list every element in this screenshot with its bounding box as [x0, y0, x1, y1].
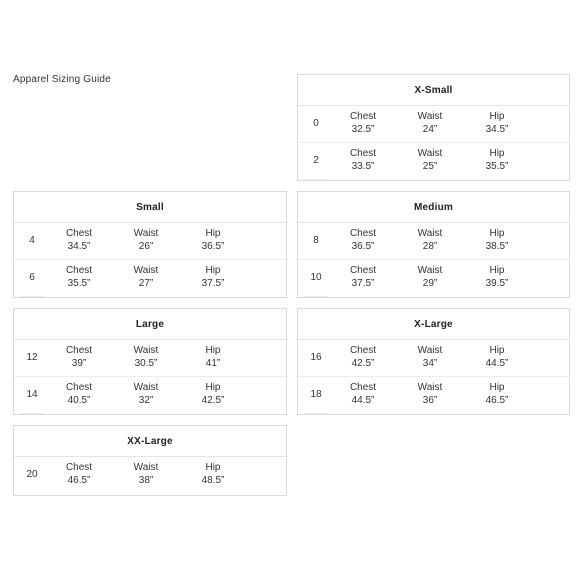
chest-value: 46.5” — [67, 475, 91, 486]
chest-label: Chest — [349, 265, 377, 276]
card-title: X-Small — [298, 75, 569, 106]
waist-label: Waist — [417, 345, 443, 356]
waist-label: Waist — [417, 228, 443, 239]
hip-measure — [183, 381, 243, 407]
chest-label: Chest — [65, 345, 93, 356]
hip-measure — [467, 264, 527, 290]
waist-label: Waist — [417, 148, 443, 159]
waist-measure — [116, 381, 176, 407]
chest-measure — [49, 264, 109, 290]
chest-value: 32.5” — [351, 124, 375, 135]
chest-value: 44.5” — [351, 395, 375, 406]
waist-value: 25” — [422, 161, 438, 172]
row-divider — [20, 413, 44, 414]
chest-label: Chest — [65, 382, 93, 393]
size-row — [14, 377, 286, 413]
hip-measure — [467, 227, 527, 253]
hip-value: 36.5” — [201, 241, 225, 252]
size-number: 20 — [26, 469, 38, 480]
hip-label: Hip — [205, 462, 221, 473]
waist-value: 30.5” — [134, 358, 158, 369]
chest-measure — [49, 227, 109, 253]
hip-value: 37.5” — [201, 278, 225, 289]
size-number: 6 — [29, 272, 35, 283]
hip-measure — [467, 110, 527, 136]
chest-label: Chest — [65, 462, 93, 473]
size-number: 0 — [313, 118, 319, 129]
waist-value: 34” — [422, 358, 438, 369]
size-number: 12 — [26, 352, 38, 363]
chest-label: Chest — [65, 228, 93, 239]
waist-value: 29” — [422, 278, 438, 289]
hip-measure — [467, 147, 527, 173]
hip-measure — [183, 344, 243, 370]
row-divider — [304, 413, 328, 414]
size-number: 4 — [29, 235, 35, 246]
chest-value: 42.5” — [351, 358, 375, 369]
waist-measure — [400, 110, 460, 136]
chest-measure — [49, 381, 109, 407]
waist-measure — [400, 264, 460, 290]
chest-label: Chest — [349, 345, 377, 356]
card-title: Small — [14, 192, 286, 223]
size-card-xx-large — [13, 425, 287, 496]
chest-value: 33.5” — [351, 161, 375, 172]
waist-value: 28” — [422, 241, 438, 252]
waist-measure — [116, 227, 176, 253]
hip-label: Hip — [489, 111, 505, 122]
hip-value: 41” — [205, 358, 221, 369]
page-title: Apparel Sizing Guide — [13, 74, 111, 85]
hip-value: 34.5” — [485, 124, 509, 135]
hip-value: 48.5” — [201, 475, 225, 486]
hip-value: 38.5” — [485, 241, 509, 252]
size-number: 10 — [310, 272, 322, 283]
card-title: Large — [14, 309, 286, 340]
chest-value: 37.5” — [351, 278, 375, 289]
waist-label: Waist — [417, 111, 443, 122]
waist-measure — [400, 227, 460, 253]
waist-label: Waist — [133, 382, 159, 393]
card-title: Medium — [298, 192, 569, 223]
hip-measure — [183, 264, 243, 290]
waist-label: Waist — [133, 228, 159, 239]
size-number: 18 — [310, 389, 322, 400]
hip-label: Hip — [205, 228, 221, 239]
size-row — [14, 457, 286, 493]
waist-value: 36” — [422, 395, 438, 406]
hip-label: Hip — [489, 228, 505, 239]
hip-label: Hip — [489, 382, 505, 393]
chest-label: Chest — [349, 148, 377, 159]
waist-label: Waist — [417, 265, 443, 276]
chest-measure — [333, 147, 393, 173]
waist-label: Waist — [417, 382, 443, 393]
size-row — [298, 377, 569, 413]
chest-value: 40.5” — [67, 395, 91, 406]
size-number: 2 — [313, 155, 319, 166]
chest-value: 36.5” — [351, 241, 375, 252]
row-divider — [304, 179, 328, 180]
size-row — [14, 223, 286, 260]
waist-label: Waist — [133, 462, 159, 473]
size-card-x-large — [297, 308, 570, 415]
chest-value: 39” — [71, 358, 87, 369]
hip-label: Hip — [489, 345, 505, 356]
hip-measure — [183, 461, 243, 487]
chest-measure — [333, 227, 393, 253]
waist-measure — [400, 344, 460, 370]
size-card-x-small — [297, 74, 570, 181]
waist-label: Waist — [133, 345, 159, 356]
size-card-small — [13, 191, 287, 298]
hip-measure — [183, 227, 243, 253]
size-number: 16 — [310, 352, 322, 363]
hip-value: 39.5” — [485, 278, 509, 289]
waist-label: Waist — [133, 265, 159, 276]
hip-value: 42.5” — [201, 395, 225, 406]
size-card-medium — [297, 191, 570, 298]
size-number: 14 — [26, 389, 38, 400]
waist-value: 26” — [138, 241, 154, 252]
hip-label: Hip — [489, 148, 505, 159]
hip-label: Hip — [489, 265, 505, 276]
waist-value: 32” — [138, 395, 154, 406]
row-divider — [20, 296, 44, 297]
chest-label: Chest — [349, 382, 377, 393]
size-row — [14, 340, 286, 377]
waist-value: 24” — [422, 124, 438, 135]
chest-label: Chest — [349, 111, 377, 122]
row-divider — [304, 296, 328, 297]
size-row — [298, 106, 569, 143]
chest-label: Chest — [65, 265, 93, 276]
chest-value: 34.5” — [67, 241, 91, 252]
hip-label: Hip — [205, 382, 221, 393]
chest-value: 35.5” — [67, 278, 91, 289]
size-row — [14, 260, 286, 296]
size-row — [298, 260, 569, 296]
chest-label: Chest — [349, 228, 377, 239]
hip-measure — [467, 381, 527, 407]
chest-measure — [333, 264, 393, 290]
chest-measure — [333, 110, 393, 136]
size-row — [298, 223, 569, 260]
card-title: XX-Large — [14, 426, 286, 457]
hip-value: 46.5” — [485, 395, 509, 406]
waist-measure — [400, 381, 460, 407]
hip-label: Hip — [205, 345, 221, 356]
waist-measure — [116, 264, 176, 290]
chest-measure — [333, 381, 393, 407]
waist-value: 38” — [138, 475, 154, 486]
hip-value: 44.5” — [485, 358, 509, 369]
hip-label: Hip — [205, 265, 221, 276]
waist-measure — [116, 461, 176, 487]
waist-measure — [400, 147, 460, 173]
chest-measure — [49, 461, 109, 487]
size-card-large — [13, 308, 287, 415]
size-row — [298, 340, 569, 377]
size-number: 8 — [313, 235, 319, 246]
chest-measure — [49, 344, 109, 370]
hip-measure — [467, 344, 527, 370]
hip-value: 35.5” — [485, 161, 509, 172]
card-title: X-Large — [298, 309, 569, 340]
waist-value: 27” — [138, 278, 154, 289]
chest-measure — [333, 344, 393, 370]
size-row — [298, 143, 569, 179]
waist-measure — [116, 344, 176, 370]
